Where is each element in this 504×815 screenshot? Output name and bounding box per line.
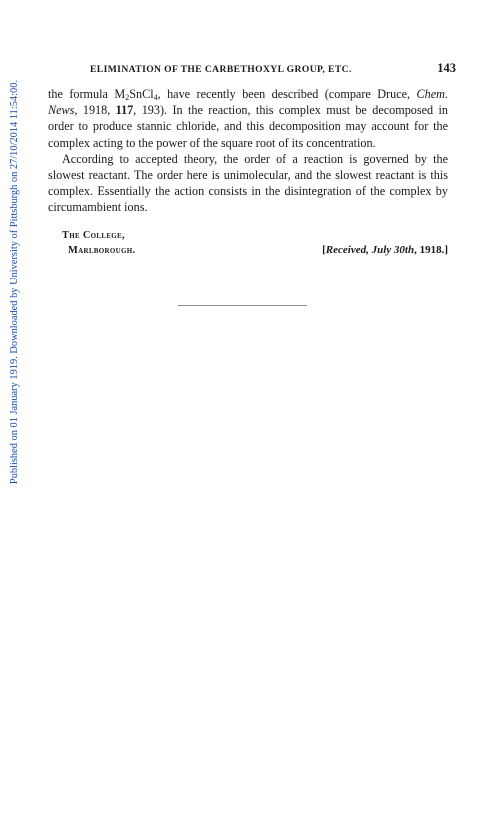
received-year: , 1918.] <box>414 244 448 256</box>
received-open-bracket: [ <box>322 244 326 256</box>
download-watermark <box>9 80 21 560</box>
p1-text-b: SnCl <box>129 87 154 101</box>
received-label: Received, July 30th <box>325 244 415 256</box>
received-date <box>322 244 448 256</box>
page-number: 143 <box>437 61 456 75</box>
volume-number: 117 <box>115 103 134 118</box>
p1-text-d: , 1918, <box>74 103 116 118</box>
p1-text-a: the formula M <box>48 87 126 101</box>
address-line-1: The College, <box>62 230 125 241</box>
p1-text-e: , 193). In the reaction, this complex must be decomposed in order to produce stannic chloride, and this decomposition may account for the complex acting to the power of the square root of its concentration. <box>48 103 449 150</box>
address-line-2: Marlborough. <box>68 245 136 256</box>
paragraph-1 <box>48 86 448 151</box>
journal-citation: Chem. News <box>48 87 448 118</box>
article-body <box>48 86 448 216</box>
end-rule <box>178 305 307 306</box>
p1-subscript-1: 2 <box>125 93 130 102</box>
running-title: ELIMINATION OF THE CARBETHOXYL GROUP, ETC. <box>90 64 352 75</box>
download-watermark-text: Published on 01 January 1919. Downloaded by University of Pittsburgh on 27/10/2014 11:54:00. <box>9 80 20 485</box>
p1-subscript-2: 4 <box>153 93 158 102</box>
p1-text-c: , have recently been described (compare Druce, <box>157 87 417 101</box>
page-header <box>78 60 456 78</box>
author-address <box>62 230 448 264</box>
paragraph-2: According to accepted theory, the order of a reaction is governed by the slowest reactant. The order here is unimolecular, and the slowest reactant is this complex. Essentially the action consists in the disintegration of the complex by circumambient ions. <box>48 151 448 215</box>
